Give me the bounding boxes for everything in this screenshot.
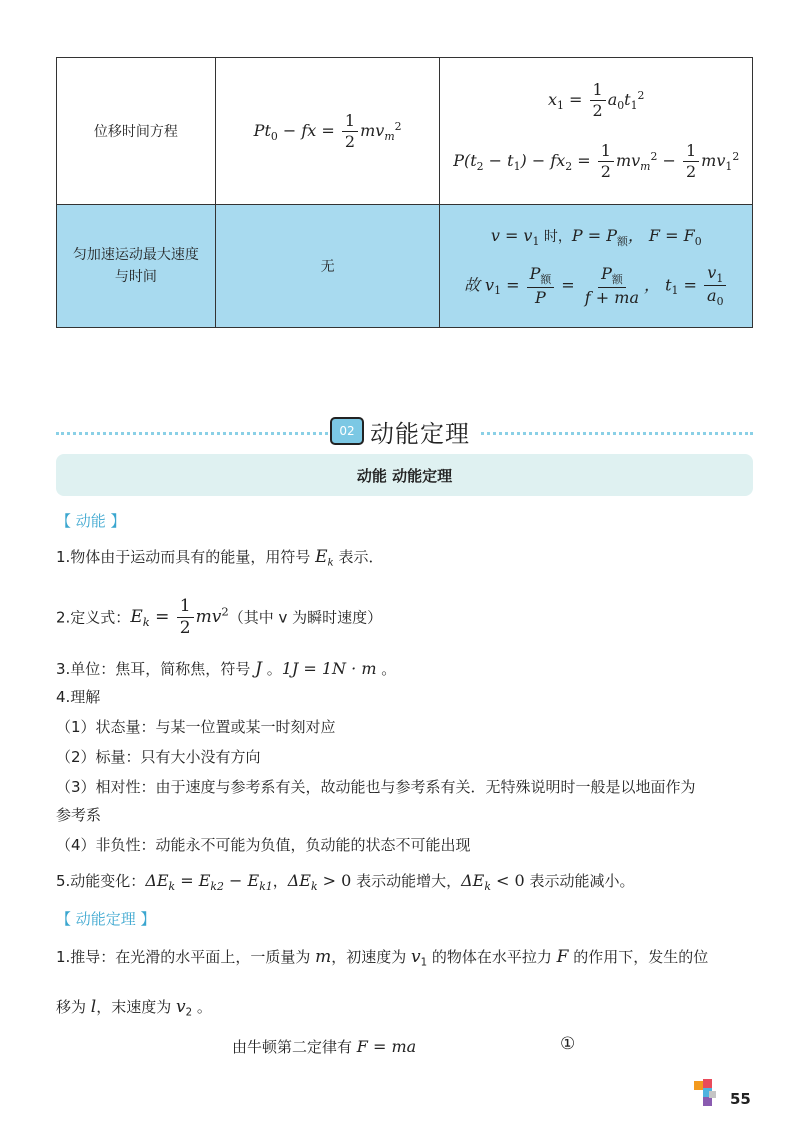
list-item: （3）相对性：由于速度与参考系有关，故动能也与参考系有关．无特殊说明时一般是以地面作为 (56, 778, 696, 796)
value-cell: 无 (215, 205, 440, 328)
formula-uniform-accel-displacement: $x_1$ = $\frac{1}{2}$ $a_0t_1^2$ (547, 80, 645, 120)
formula-cell (215, 58, 440, 205)
formula-cell (440, 205, 753, 328)
heading-kinetic-energy: 【 动能 】 (56, 512, 126, 530)
paragraph-understanding: 4.理解 (56, 688, 101, 706)
paragraph-unit: 3.单位：焦耳，简称焦，符号 J 。1J = 1N · m 。 (56, 659, 397, 679)
list-item: （2）标量：只有大小没有方向 (56, 748, 261, 766)
table-row (57, 205, 753, 328)
page-number: 55 (730, 1090, 751, 1108)
row-label: 匀加速运动最大速度与时间 (57, 205, 216, 328)
topic-banner: 动能 动能定理 (56, 454, 753, 496)
formula-cell (440, 58, 753, 205)
section-number: 02 (330, 417, 364, 445)
table-row (57, 58, 753, 205)
paragraph-derivation: 1.推导：在光滑的水平面上，一质量为 m，初速度为 $v_1$ 的物体在水平拉力 F 的作用下，发生的位 (56, 947, 709, 969)
paragraph-energy-change: 5.动能变化：$\Delta E_k = E_{k2} - E_{k1}$，$\Delta E_k > 0$ 表示动能增大，$\Delta E_k < 0$ 表示动能减小。 (56, 871, 635, 893)
paragraph-formula: 2.定义式：$E_k$ = $\frac{1}{2}$ $mv^2$（其中 v 为瞬时速度） (56, 596, 383, 639)
list-item: （1）状态量：与某一位置或某一时刻对应 (56, 718, 336, 736)
publisher-logo-icon (692, 1077, 720, 1113)
section-badge (330, 416, 478, 446)
formula-max-speed-condition: $v = v_1$ 时，$P = P_额$， $F = F_0$ (490, 226, 702, 248)
section-title: 动能定理 (370, 419, 470, 448)
paragraph-definition: 1.物体由于运动而具有的能量，用符号 $E_k$ 表示． (56, 547, 384, 569)
formula-displacement-constant-power: $Pt_0$ − fx = $\frac{1}{2}$ $mv_m^2$ (253, 110, 402, 151)
list-item-continuation: 参考系 (56, 806, 102, 824)
summary-table (56, 57, 753, 328)
paragraph-newton-law: 由牛顿第二定律有 F = ma (232, 1037, 417, 1056)
row-label: 位移时间方程 (57, 58, 216, 205)
paragraph-derivation-cont: 移为 l，末速度为 $v_2$ 。 (56, 997, 212, 1019)
list-item: （4）非负性：动能永不可能为负值，负动能的状态不可能出现 (56, 836, 471, 854)
heading-work-energy-theorem: 【 动能定理 】 (56, 910, 156, 928)
formula-max-speed-time: 故 $v_1$ = $\frac{P_额}{P}$ = $\frac{P_额}{f + ma}$ ， $t_1$ = $\frac{v_1}{a_0}$ (464, 263, 729, 309)
formula-work-energy: $P(t_2 - t_1) - fx_2$ = $\frac{1}{2}$ $mv_m^2$ − $\frac{1}{2}$ $mv_1^2$ (453, 141, 740, 181)
equation-number: ① (560, 1034, 576, 1054)
